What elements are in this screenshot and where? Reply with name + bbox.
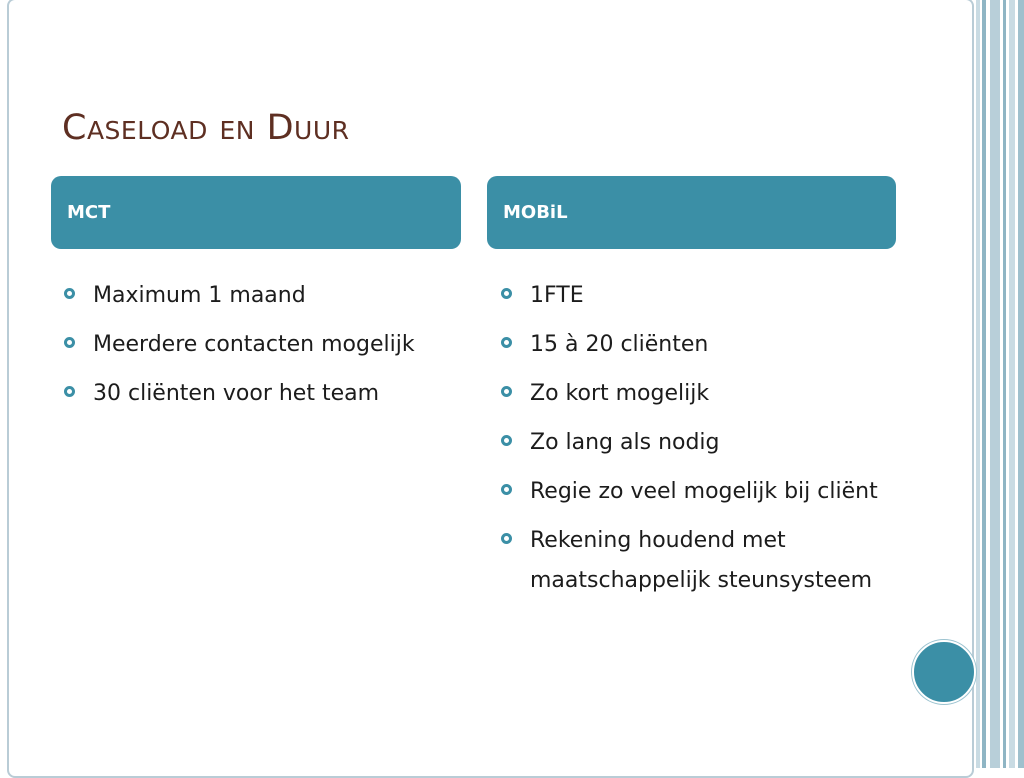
list-item bbox=[499, 423, 894, 463]
list-item bbox=[62, 325, 458, 365]
list-item-text: Meerdere contacten mogelijk bbox=[93, 332, 415, 357]
decorative-circle bbox=[912, 640, 976, 704]
bullet-icon bbox=[64, 337, 75, 348]
slide-title: Caseload en Duur bbox=[62, 108, 350, 148]
list-item bbox=[499, 325, 894, 365]
list-item-text: 1FTE bbox=[530, 283, 584, 308]
list-item-text: 15 à 20 cliënten bbox=[530, 332, 709, 357]
list-item-text: Rekening houdend met maatschappelijk steunsysteem bbox=[530, 528, 873, 593]
bullet-icon bbox=[501, 386, 512, 397]
bullet-list-mct bbox=[62, 276, 458, 423]
list-item bbox=[499, 276, 894, 316]
column-header-mct bbox=[51, 176, 461, 249]
bullet-icon bbox=[501, 533, 512, 544]
bullet-icon bbox=[501, 435, 512, 446]
list-item-text: 30 cliënten voor het team bbox=[93, 381, 380, 406]
bullet-list-mobil bbox=[499, 276, 894, 610]
list-item-text: Maximum 1 maand bbox=[93, 283, 306, 308]
bullet-icon bbox=[501, 288, 512, 299]
bullet-icon bbox=[501, 484, 512, 495]
list-item-text: Zo lang als nodig bbox=[530, 430, 720, 455]
bullet-icon bbox=[64, 288, 75, 299]
bullet-icon bbox=[64, 386, 75, 397]
list-item bbox=[62, 374, 458, 414]
list-item bbox=[499, 374, 894, 414]
bullet-icon bbox=[501, 337, 512, 348]
column-header-label: MOBiL bbox=[503, 202, 568, 223]
list-item-text: Zo kort mogelijk bbox=[530, 381, 710, 406]
column-header-label: MCT bbox=[67, 202, 111, 223]
list-item bbox=[499, 472, 894, 512]
decorative-stripes bbox=[976, 0, 1024, 768]
list-item bbox=[62, 276, 458, 316]
column-header-mobil bbox=[487, 176, 896, 249]
list-item-text: Regie zo veel mogelijk bij cliënt bbox=[530, 479, 878, 504]
list-item bbox=[499, 521, 894, 601]
